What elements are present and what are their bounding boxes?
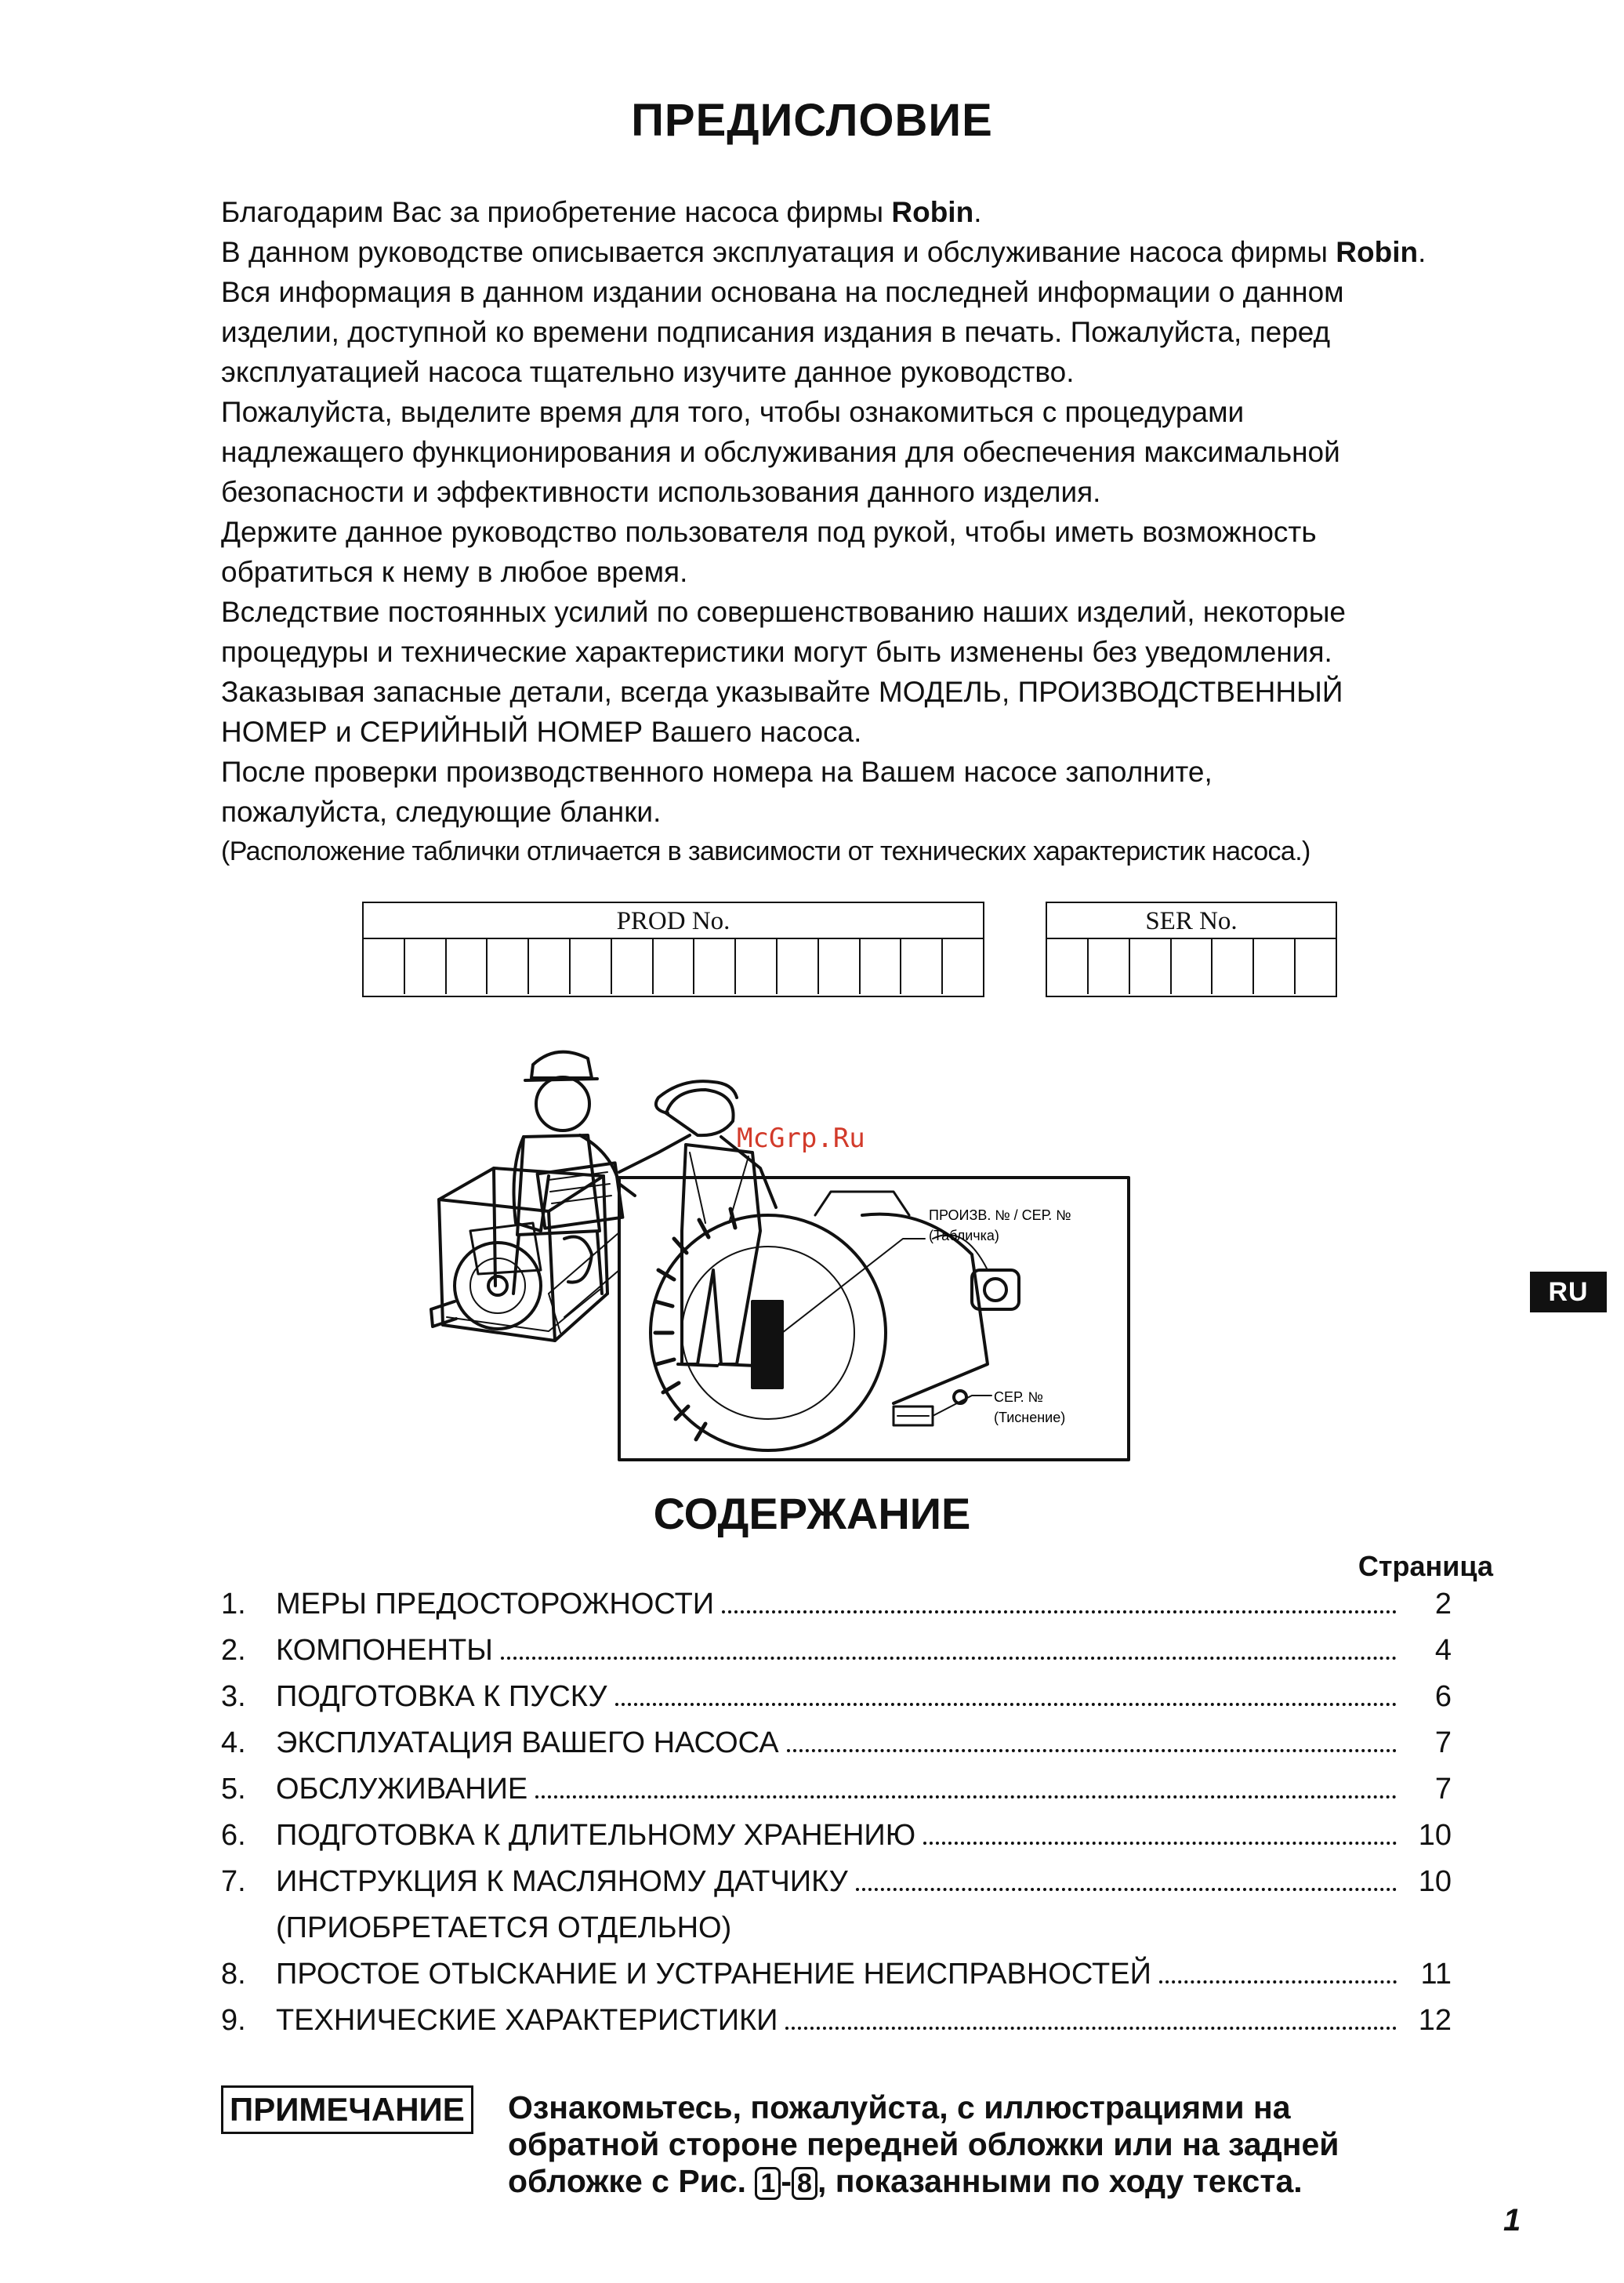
toc-title: ОБСЛУЖИВАНИЕ <box>276 1773 528 1806</box>
toc-number: 9. <box>221 2004 246 2037</box>
page-column-header: Страница <box>1358 1550 1493 1582</box>
prod-number-form <box>362 902 984 997</box>
toc-leader-dots <box>501 1657 1397 1660</box>
foreword-line: Вся информация в данном издании основана на последней информации о данном <box>221 276 1344 308</box>
prod-number-cells[interactable] <box>364 939 983 994</box>
foreword-line: После проверки производственного номера на Вашем насосе заполните, <box>221 756 1213 788</box>
toc-number: 6. <box>221 1819 246 1852</box>
toc-title: МЕРЫ ПРЕДОСТОРОЖНОСТИ <box>276 1588 715 1621</box>
toc-title: ПРОСТОЕ ОТЫСКАНИЕ И УСТРАНЕНИЕ НЕИСПРАВНОСТЕЙ <box>276 1958 1151 1991</box>
toc-subtitle: (ПРИОБРЕТАЕТСЯ ОТДЕЛЬНО) <box>276 1911 732 1944</box>
toc-leader-dots <box>615 1703 1397 1706</box>
foreword-line <box>221 232 1491 272</box>
foreword-text-part: . <box>1418 236 1426 268</box>
note-text-part: обложке с Рис. <box>508 2163 756 2199</box>
toc-row[interactable] <box>221 1634 1452 1680</box>
note-text-part: - <box>781 2163 792 2199</box>
page-title: ПРЕДИСЛОВИЕ <box>631 95 993 146</box>
foreword-line: НОМЕР и СЕРИЙНЫЙ НОМЕР Вашего насоса. <box>221 716 862 748</box>
note-line <box>508 2163 1495 2200</box>
brand-name: Robin <box>1336 236 1419 268</box>
figure-ref-end: 8 <box>792 2167 817 2200</box>
callout-plate-line2: (Табличка) <box>929 1228 999 1243</box>
pump-illustration <box>423 1035 1301 1474</box>
toc-row[interactable] <box>221 1773 1452 1819</box>
toc-number: 3. <box>221 1680 246 1713</box>
foreword-line: Вследствие постоянных усилий по совершенствованию наших изделий, некоторые <box>221 596 1347 628</box>
callout-plate-line1: ПРОИЗВ. № / СЕР. № <box>929 1207 1071 1223</box>
page-number: 1 <box>1503 2203 1521 2238</box>
toc-leader-dots <box>787 1749 1397 1752</box>
toc-row[interactable] <box>221 1865 1452 1911</box>
toc-number: 5. <box>221 1773 246 1806</box>
callout-stamp-line2: (Тиснение) <box>994 1410 1066 1425</box>
toc-leader-dots <box>1159 1980 1397 1984</box>
foreword-line: Пожалуйста, выделите время для того, чтобы ознакомиться с процедурами <box>221 396 1245 428</box>
toc-page: 10 <box>1418 1865 1452 1898</box>
callout-leader-line <box>933 1396 991 1416</box>
callout-stamp-line1: СЕР. № <box>994 1389 1043 1405</box>
toc-page: 7 <box>1434 1773 1452 1806</box>
toc-page: 4 <box>1434 1634 1452 1667</box>
toc-title: ПОДГОТОВКА К ПУСКУ <box>276 1680 607 1713</box>
toc-row[interactable] <box>221 1726 1452 1773</box>
note-label: ПРИМЕЧАНИЕ <box>221 2085 473 2134</box>
toc-title: ИНСТРУКЦИЯ К МАСЛЯНОМУ ДАТЧИКУ <box>276 1865 848 1898</box>
toc-title: ТЕХНИЧЕСКИЕ ХАРАКТЕРИСТИКИ <box>276 2004 778 2037</box>
toc-leader-dots <box>785 2027 1397 2030</box>
foreword-line: Заказывая запасные детали, всегда указывайте МОДЕЛЬ, ПРОИЗВОДСТВЕННЫЙ <box>221 676 1343 708</box>
toc-row[interactable] <box>221 1588 1452 1634</box>
toc-number: 4. <box>221 1726 246 1759</box>
foreword-line: пожалуйста, следующие бланки. <box>221 796 662 828</box>
foreword-text-part: . <box>973 196 982 228</box>
table-of-contents <box>221 1588 1452 2050</box>
note-line: обратной стороне передней обложки или на задней <box>508 2126 1339 2162</box>
toc-row[interactable] <box>221 1958 1452 2004</box>
toc-leader-dots <box>722 1610 1397 1613</box>
note-text <box>508 2089 1495 2200</box>
toc-leader-dots <box>535 1795 1397 1798</box>
note-line: Ознакомьтесь, пожалуйста, с иллюстрациями на <box>508 2089 1291 2125</box>
foreword-text-part: В данном руководстве описывается эксплуатация и обслуживание насоса фирмы <box>221 236 1336 268</box>
foreword-line <box>221 192 1491 232</box>
foreword-line: обратиться к нему в любое время. <box>221 556 688 588</box>
foreword-line: процедуры и технические характеристики могут быть изменены без уведомления. <box>221 636 1332 668</box>
foreword-text <box>221 192 1491 872</box>
figure-ref-start: 1 <box>755 2167 781 2200</box>
prod-number-label: PROD No. <box>364 903 983 939</box>
foreword-line: эксплуатацией насоса тщательно изучите данное руководство. <box>221 356 1075 388</box>
toc-page: 10 <box>1418 1819 1452 1852</box>
toc-row[interactable] <box>221 1680 1452 1726</box>
toc-page: 6 <box>1434 1680 1452 1713</box>
serial-number-label: SER No. <box>1047 903 1336 939</box>
toc-number: 8. <box>221 1958 246 1991</box>
toc-title: ЭКСПЛУАТАЦИЯ ВАШЕГО НАСОСА <box>276 1726 779 1759</box>
toc-number: 2. <box>221 1634 246 1667</box>
toc-row[interactable] <box>221 2004 1452 2050</box>
foreword-line: безопасности и эффективности использования данного изделия. <box>221 476 1101 508</box>
foreword-text-part: Благодарим Вас за приобретение насоса фирмы <box>221 196 892 228</box>
note-text-part: , показанными по ходу текста. <box>817 2163 1303 2199</box>
serial-number-cells[interactable] <box>1047 939 1336 994</box>
language-tab: RU <box>1530 1272 1607 1312</box>
contents-title: СОДЕРЖАНИЕ <box>653 1489 971 1538</box>
toc-title: ПОДГОТОВКА К ДЛИТЕЛЬНОМУ ХРАНЕНИЮ <box>276 1819 916 1852</box>
toc-title: КОМПОНЕНТЫ <box>276 1634 493 1667</box>
brand-name: Robin <box>891 196 974 228</box>
toc-leader-dots <box>856 1888 1397 1891</box>
toc-page: 7 <box>1434 1726 1452 1759</box>
serial-number-form <box>1046 902 1337 997</box>
toc-page: 2 <box>1434 1588 1452 1621</box>
toc-page: 11 <box>1420 1958 1452 1991</box>
toc-row[interactable] <box>221 1819 1452 1865</box>
foreword-line: (Расположение таблички отличается в зависимости от технических характеристик насоса.) <box>221 837 1310 866</box>
watermark-text: McGrp.Ru <box>737 1123 865 1154</box>
foreword-line: надлежащего функционирования и обслуживания для обеспечения максимальной <box>221 436 1340 468</box>
toc-number: 1. <box>221 1588 246 1621</box>
toc-number: 7. <box>221 1865 246 1898</box>
toc-leader-dots <box>923 1842 1397 1845</box>
foreword-line: Держите данное руководство пользователя под рукой, чтобы иметь возможность <box>221 516 1317 548</box>
toc-page: 12 <box>1418 2004 1452 2037</box>
foreword-line: изделии, доступной ко времени подписания издания в печать. Пожалуйста, перед <box>221 316 1331 348</box>
